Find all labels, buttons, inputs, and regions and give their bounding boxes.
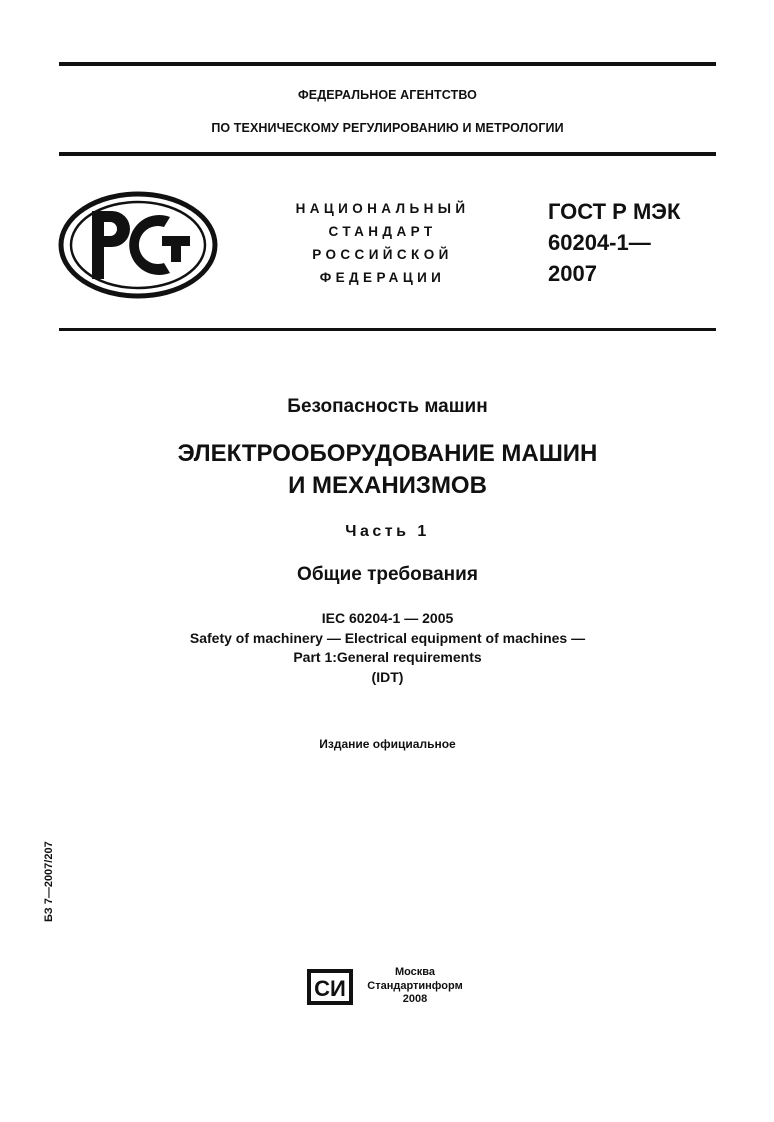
publisher-name: Стандартинформ xyxy=(367,979,463,992)
designation-line-3: 2007 xyxy=(548,261,597,286)
national-standard-line-2: СТАНДАРТ xyxy=(328,224,437,239)
publisher-logo xyxy=(306,968,354,1006)
national-standard-line-3: РОССИЙСКОЙ xyxy=(312,247,453,262)
publisher-logo-letters: СИ xyxy=(314,976,346,1001)
designation-line-1: ГОСТ Р МЭК xyxy=(548,199,681,224)
iec-line-2: Safety of machinery — Electrical equipment of machines — xyxy=(189,629,586,646)
iec-line-1: IEC 60204-1 — 2005 xyxy=(321,610,454,626)
rst-emblem-icon xyxy=(58,191,218,299)
header-bottom-rule xyxy=(59,328,716,331)
iec-line-4: (IDT) xyxy=(371,668,404,685)
iec-line-3: Part 1:General requirements xyxy=(293,649,482,665)
side-code: БЗ 7—2007/207 xyxy=(43,841,55,922)
national-standard-label xyxy=(250,197,515,289)
publisher-year: 2008 xyxy=(402,993,428,1005)
standard-designation xyxy=(548,196,680,289)
iec-reference xyxy=(59,609,716,687)
publisher-city: Москва xyxy=(394,966,436,978)
national-standard-line-1: НАЦИОНАЛЬНЫЙ xyxy=(295,201,470,216)
agency-line-2: ПО ТЕХНИЧЕСКОМУ РЕГУЛИРОВАНИЮ И МЕТРОЛОГИИ xyxy=(211,121,564,135)
publisher-info xyxy=(360,966,470,1007)
edition-label: Издание официальное xyxy=(319,737,456,751)
gost-logo xyxy=(58,191,218,299)
main-title-line-1: ЭЛЕКТРООБОРУДОВАНИЕ МАШИН xyxy=(177,440,598,467)
subtitle: Общие требования xyxy=(297,564,478,585)
agency-rule xyxy=(59,152,716,156)
part-label: Часть 1 xyxy=(345,523,430,540)
agency-line-1: ФЕДЕРАЛЬНОЕ АГЕНТСТВО xyxy=(298,88,477,102)
national-standard-line-4: ФЕДЕРАЦИИ xyxy=(319,270,446,285)
main-title-line-2: И МЕХАНИЗМОВ xyxy=(288,472,487,499)
main-title xyxy=(59,438,716,502)
topic-title: Безопасность машин xyxy=(287,396,488,417)
designation-line-2: 60204-1— xyxy=(548,230,651,255)
standartinform-logo-icon xyxy=(306,968,354,1006)
top-rule xyxy=(59,62,716,66)
